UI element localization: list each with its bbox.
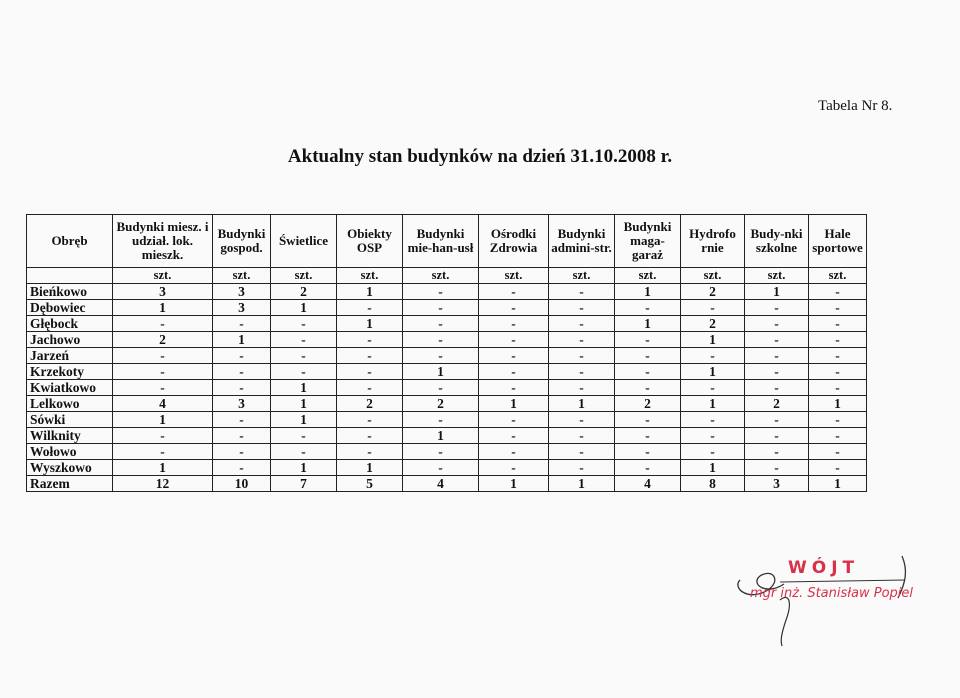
table-cell: - [213,380,271,396]
table-cell: 5 [337,476,403,492]
unit-cell: szt. [681,268,745,284]
table-cell: 3 [113,284,213,300]
table-cell: - [745,412,809,428]
table-cell: 3 [213,396,271,412]
table-cell: 1 [681,332,745,348]
table-cell: - [479,348,549,364]
table-cell: 2 [681,284,745,300]
table-cell: 1 [337,316,403,332]
unit-cell [27,268,113,284]
table-cell: 1 [271,460,337,476]
table-cell: - [809,284,867,300]
table-cell: - [549,460,615,476]
row-label: Razem [27,476,113,492]
table-cell: - [615,348,681,364]
table-cell: - [213,348,271,364]
column-header: Hydrofo rnie [681,215,745,268]
table-row [27,364,867,380]
table-cell: 1 [113,412,213,428]
table-cell: - [745,316,809,332]
unit-cell: szt. [337,268,403,284]
table-cell: - [681,380,745,396]
table-cell: - [615,380,681,396]
table-cell: 1 [479,396,549,412]
unit-cell: szt. [745,268,809,284]
table-cell: - [615,364,681,380]
table-cell: - [271,364,337,380]
table-cell: 7 [271,476,337,492]
table-cell: - [403,460,479,476]
table-cell: 2 [615,396,681,412]
table-cell: - [809,380,867,396]
table-cell: - [337,412,403,428]
table-cell: - [615,428,681,444]
table-cell: - [479,444,549,460]
table-cell: - [809,460,867,476]
table-cell: - [615,444,681,460]
table-cell: 12 [113,476,213,492]
table-cell: - [681,348,745,364]
table-cell: 1 [549,476,615,492]
table-cell: - [549,284,615,300]
table-row [27,428,867,444]
table-cell: 1 [271,300,337,316]
table-cell: 1 [809,476,867,492]
table-cell: - [549,444,615,460]
table-cell: - [681,300,745,316]
unit-cell: szt. [809,268,867,284]
table-cell: - [403,316,479,332]
table-cell: 3 [745,476,809,492]
table-cell: - [113,380,213,396]
table-cell: - [403,284,479,300]
table-cell: - [113,348,213,364]
table-cell: - [271,444,337,460]
row-label: Wilknity [27,428,113,444]
table-cell: 1 [809,396,867,412]
table-cell: 1 [337,284,403,300]
table-cell: - [213,428,271,444]
table-cell: - [403,380,479,396]
column-header: Ośrodki Zdrowia [479,215,549,268]
table-cell: - [479,364,549,380]
table-cell: - [809,316,867,332]
table-cell: - [479,412,549,428]
table-row [27,348,867,364]
row-label: Wołowo [27,444,113,460]
unit-cell: szt. [479,268,549,284]
table-cell: 1 [271,412,337,428]
table-cell: - [337,428,403,444]
table-cell: 2 [403,396,479,412]
table-row [27,284,867,300]
table-cell: - [681,428,745,444]
table-cell: - [479,316,549,332]
units-row [27,268,867,284]
row-label: Sówki [27,412,113,428]
table-cell: - [809,428,867,444]
table-row [27,460,867,476]
row-label: Lelkowo [27,396,113,412]
table-cell: 4 [615,476,681,492]
table-row [27,396,867,412]
table-cell: - [681,412,745,428]
table-cell: 4 [403,476,479,492]
table-cell: - [337,444,403,460]
table-cell: - [403,444,479,460]
table-cell: - [479,380,549,396]
table-cell: - [809,332,867,348]
table-cell: - [271,348,337,364]
table-cell: - [337,348,403,364]
table-cell: 1 [615,284,681,300]
table-cell: - [615,332,681,348]
table-cell: - [271,332,337,348]
table-cell: - [549,316,615,332]
table-cell: 4 [113,396,213,412]
column-header: Budynki maga-garaż [615,215,681,268]
unit-cell: szt. [213,268,271,284]
table-cell: - [403,332,479,348]
table-cell: - [479,460,549,476]
unit-cell: szt. [271,268,337,284]
row-label: Kwiatkowo [27,380,113,396]
table-row [27,412,867,428]
table-cell: - [271,316,337,332]
table-cell: - [403,300,479,316]
table-row [27,380,867,396]
row-label: Jachowo [27,332,113,348]
table-cell: 1 [403,364,479,380]
column-header: Świetlice [271,215,337,268]
table-cell: 1 [113,300,213,316]
table-cell: - [745,380,809,396]
table-row [27,316,867,332]
table-cell: 8 [681,476,745,492]
table-cell: - [479,332,549,348]
column-header: Budynki admini-str. [549,215,615,268]
table-cell: - [549,364,615,380]
table-cell: - [809,348,867,364]
table-cell: - [745,348,809,364]
table-cell: 1 [681,364,745,380]
table-cell: 1 [271,396,337,412]
stamp-title: WÓJT [788,558,860,578]
table-cell: - [113,428,213,444]
table-cell: 3 [213,300,271,316]
table-cell: - [271,428,337,444]
table-cell: - [403,412,479,428]
table-cell: 10 [213,476,271,492]
unit-cell: szt. [549,268,615,284]
table-cell: - [745,300,809,316]
table-cell: - [337,364,403,380]
table-cell: - [549,380,615,396]
column-header: Obręb [27,215,113,268]
table-cell: - [337,380,403,396]
table-cell: 1 [681,396,745,412]
row-label: Bieńkowo [27,284,113,300]
table-cell: - [809,444,867,460]
table-cell: - [745,428,809,444]
table-cell: 3 [213,284,271,300]
table-cell: - [809,412,867,428]
row-label: Jarzeń [27,348,113,364]
table-cell: - [213,412,271,428]
table-cell: - [745,332,809,348]
table-cell: 1 [403,428,479,444]
official-stamp [730,540,930,650]
column-header: Budy-nki szkolne [745,215,809,268]
column-header: Hale sportowe [809,215,867,268]
table-cell: - [337,332,403,348]
table-body [27,284,867,492]
table-row [27,332,867,348]
table-cell: - [213,316,271,332]
document-number: Tabela Nr 8. [818,98,893,114]
column-header: Obiekty OSP [337,215,403,268]
unit-cell: szt. [113,268,213,284]
row-label: Dębowiec [27,300,113,316]
document-title: Aktualny stan budynków na dzień 31.10.2008 r. [287,146,673,167]
table-cell: - [549,300,615,316]
row-label: Głębock [27,316,113,332]
table-cell: 1 [479,476,549,492]
table-cell: 2 [271,284,337,300]
table-row [27,444,867,460]
row-label: Wyszkowo [27,460,113,476]
stamp-name: mgr inż. Stanisław Popiel [750,586,914,601]
table-cell: - [615,300,681,316]
table-cell: - [745,364,809,380]
table-cell: - [549,428,615,444]
table-cell: 1 [615,316,681,332]
table-cell: 1 [549,396,615,412]
unit-cell: szt. [403,268,479,284]
table-row [27,300,867,316]
table-cell: 1 [337,460,403,476]
table-cell: - [213,460,271,476]
table-cell: - [549,348,615,364]
table-cell: - [745,460,809,476]
header-row [27,215,867,268]
table-cell: - [113,444,213,460]
table-cell: 1 [213,332,271,348]
column-header: Budynki miesz. i udział. lok. mieszk. [113,215,213,268]
column-header: Budynki mie-han-usł [403,215,479,268]
table-cell: - [479,284,549,300]
buildings-table [26,214,867,492]
table-cell: 1 [745,284,809,300]
table-cell: - [809,300,867,316]
table-cell: - [549,332,615,348]
table-cell: - [479,300,549,316]
column-header: Budynki gospod. [213,215,271,268]
total-row [27,476,867,492]
table-cell: - [745,444,809,460]
table-cell: - [809,364,867,380]
table-cell: 1 [113,460,213,476]
table-cell: - [549,412,615,428]
table-cell: - [213,364,271,380]
table-cell: - [615,412,681,428]
table-cell: - [337,300,403,316]
table-cell: - [681,444,745,460]
table-cell: 1 [681,460,745,476]
table-cell: - [403,348,479,364]
row-label: Krzekoty [27,364,113,380]
unit-cell: szt. [615,268,681,284]
table-cell: 2 [745,396,809,412]
table-cell: - [113,364,213,380]
table-cell: - [479,428,549,444]
table-cell: 2 [681,316,745,332]
table-cell: - [213,444,271,460]
table-cell: 2 [337,396,403,412]
table-cell: 2 [113,332,213,348]
table-cell: - [615,460,681,476]
table-cell: - [113,316,213,332]
table-cell: 1 [271,380,337,396]
